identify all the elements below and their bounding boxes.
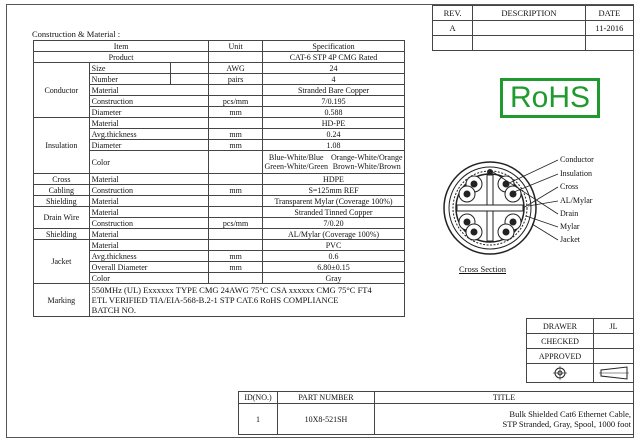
description-header: DESCRIPTION [473,6,586,21]
rohs-logo: RoHS [500,78,600,118]
drawer-label: DRAWER [527,319,594,334]
color-pair-green: Green-White/Green [264,162,329,171]
title-line-1: Bulk Shielded Cat6 Ethernet Cable, [509,409,631,419]
shielding-group: Shielding [34,196,90,207]
cross-unit [209,174,263,185]
jacket-thickness-spec: 0.6 [263,251,405,262]
marking-group: Marking [34,284,90,317]
conductor-construction-unit: pcs/mm [209,96,263,107]
conductor-construction-spec: 7/0.195 [263,96,405,107]
drain-construction-unit: pcs/mm [209,218,263,229]
projection-circle-icon [552,366,568,380]
conductor-diameter-unit: mm [209,107,263,118]
marking-line-1: 550MHz (UL) Exxxxxx TYPE CMG 24AWG 75°C CSA xxxxxx CMG 75°C FT4 [91,285,372,295]
part-number-value: 10X8-521SH [278,404,375,435]
cross-material: Material [89,174,209,185]
rev-value: A [433,21,473,36]
shielding2-group: Shielding [34,229,90,240]
cabling-spec: S=125mm REF [263,185,405,196]
drain-construction-spec: 7/0.20 [263,218,405,229]
conductor-size-spec: 24 [263,63,405,74]
cross-spec: HDPE [263,174,405,185]
label-drain: Drain [560,209,579,218]
title-header: TITLE [375,392,634,404]
title-block [238,391,634,435]
conductor-diameter-spec: 0.588 [263,107,405,118]
label-jacket: Jacket [560,235,580,244]
marking-text [89,284,404,317]
insulation-material: Material [89,118,209,129]
shielding2-spec: AL/Mylar (Coverage 100%) [263,229,405,240]
insulation-color-spec [263,151,405,174]
insulation-material-unit [209,118,263,129]
color-pair-orange: Orange-White/Orange [330,153,403,162]
conductor-number-unit: pairs [209,74,263,85]
drain-material-spec: Stranded Tinned Copper [263,207,405,218]
cabling-construction: Construction [89,185,209,196]
insulation-diameter-unit: mm [209,140,263,151]
label-al-mylar: AL/Mylar [560,196,593,205]
label-conductor: Conductor [560,155,594,164]
projection-cone-cell [594,364,634,383]
drain-construction: Construction [89,218,209,229]
cross-section-title: Cross Section [459,264,506,274]
description-value [473,21,586,36]
jacket-thickness-unit: mm [209,251,263,262]
conductor-diameter: Diameter [89,107,209,118]
jacket-material-unit [209,240,263,251]
conductor-size: Size [89,63,171,74]
shielding2-material: Material [89,229,209,240]
conductor-group: Conductor [34,63,90,118]
date-value: 11-2016 [585,21,633,36]
approval-table [526,318,634,383]
approved-label: APPROVED [527,349,594,364]
jacket-thickness: Avg.thickness [89,251,209,262]
conductor-construction: Construction [89,96,209,107]
insulation-color: Color [89,151,209,174]
jacket-group: Jacket [34,240,90,284]
marking-line-3: BATCH NO. [91,305,137,315]
id-value: 1 [239,404,278,435]
jacket-diameter: Overall Diameter [89,262,209,273]
shielding-spec: Transparent Mylar (Coverage 100%) [263,196,405,207]
conductor-size-unit: AWG [209,63,263,74]
unit-header: Unit [209,41,263,52]
cabling-unit: mm [209,185,263,196]
conductor-number-spec: 4 [263,74,405,85]
product-spec: CAT-6 STP 4P CMG Rated [263,52,405,63]
insulation-diameter-spec: 1.08 [263,140,405,151]
projection-symbol-cell [527,364,594,383]
jacket-material: Material [89,240,209,251]
drain-material: Material [89,207,209,218]
part-number-header: PART NUMBER [278,392,375,404]
date-header: DATE [585,6,633,21]
drain-group: Drain Wire [34,207,90,229]
id-header: ID(NO.) [239,392,278,404]
insulation-material-spec: HD-PE [263,118,405,129]
product-label: Product [34,52,209,63]
spec-table [33,40,405,317]
insulation-thickness-spec: 0.24 [263,129,405,140]
label-mylar: Mylar [560,222,580,231]
shielding-unit [209,196,263,207]
marking-line-2: ETL VERIFIED TIA/EIA-568-B.2-1 STP CAT.6 RoHS COMPLIANCE [91,295,339,305]
cross-group: Cross [34,174,90,185]
jacket-color-spec: Gray [263,273,405,284]
insulation-diameter: Diameter [89,140,209,151]
revision-table [432,5,634,51]
drawer-value: JL [594,319,634,334]
shielding2-unit [209,229,263,240]
color-pair-blue: Blue-White/Blue [268,153,324,162]
cross-section-drawing [440,128,580,278]
conductor-number: Number [89,74,171,85]
conductor-material-spec: Stranded Bare Copper [263,85,405,96]
conductor-material: Material [89,85,209,96]
insulation-group: Insulation [34,118,90,174]
insulation-thickness: Avg.thickness [89,129,209,140]
title-value [375,404,634,435]
checked-label: CHECKED [527,334,594,349]
rev-header: REV. [433,6,473,21]
jacket-color-unit [209,273,263,284]
conductor-material-unit [209,85,263,96]
projection-cone-icon [599,366,629,380]
jacket-material-spec: PVC [263,240,405,251]
label-cross: Cross [560,182,579,191]
color-pair-brown: Brown-White/Brown [332,162,401,171]
insulation-thickness-unit: mm [209,129,263,140]
cabling-group: Cabling [34,185,90,196]
jacket-diameter-unit: mm [209,262,263,273]
item-header: Item [34,41,209,52]
spec-header: Specification [263,41,405,52]
shielding-material: Material [89,196,209,207]
title-line-2: STP Stranded, Gray, Spool, 1000 foot [502,419,631,429]
label-insulation: Insulation [560,169,592,178]
jacket-color: Color [89,273,209,284]
section-heading: Construction & Material : [32,29,121,39]
jacket-diameter-spec: 6.80±0.15 [263,262,405,273]
drain-material-unit [209,207,263,218]
